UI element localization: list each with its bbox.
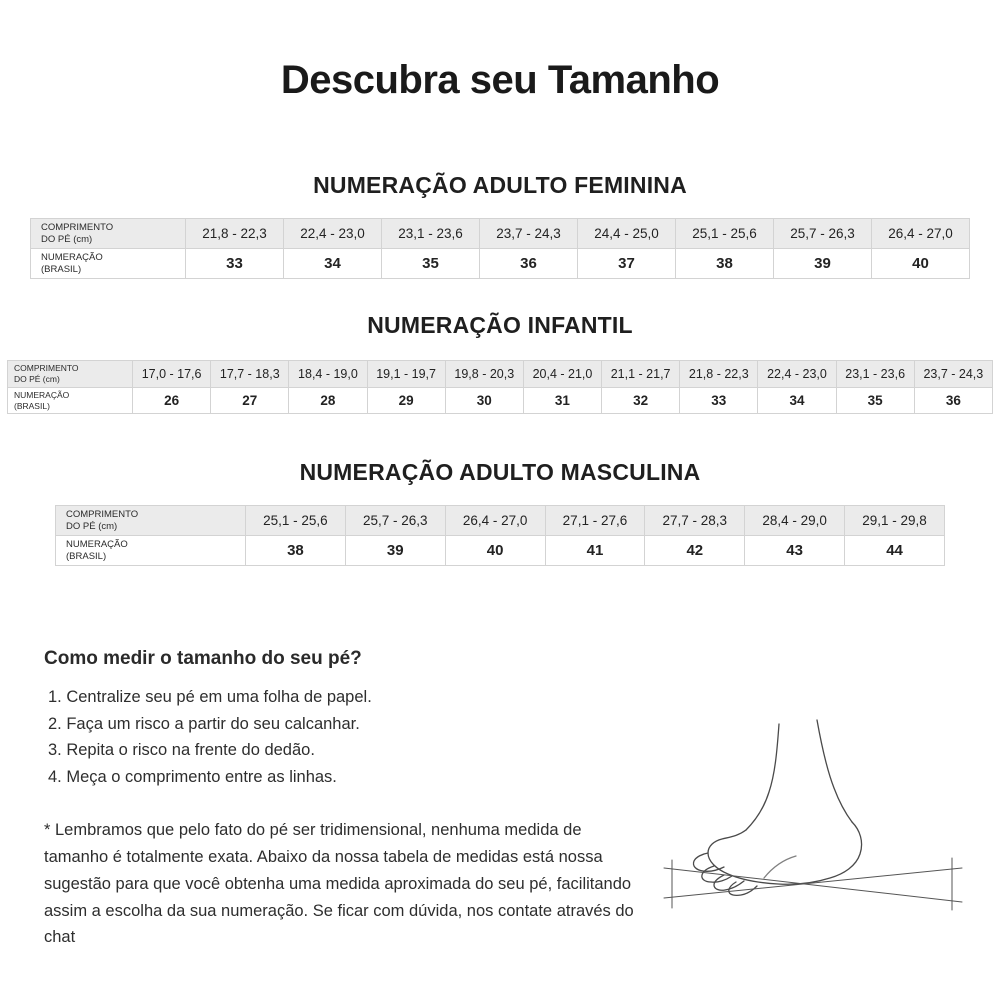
size-table-female (30, 218, 970, 279)
list-item: 4. Meça o comprimento entre as linhas. (48, 768, 337, 787)
size-table-kids-wrap (0, 360, 1000, 414)
how-to-steps (44, 684, 684, 791)
cell-size: 39 (345, 536, 445, 566)
table-row (31, 219, 970, 249)
cell-length: 22,4 - 23,0 (758, 361, 836, 388)
table-row (8, 388, 993, 414)
row-label-size-line1: NUMERAÇÃO (41, 251, 103, 263)
how-to-title: Como medir o tamanho do seu pé? (44, 648, 362, 669)
cell-length: 29,1 - 29,8 (845, 506, 945, 536)
cell-length: 28,4 - 29,0 (745, 506, 845, 536)
cell-length: 25,1 - 25,6 (676, 219, 774, 249)
cell-size: 30 (445, 388, 523, 414)
cell-size: 40 (445, 536, 545, 566)
cell-size: 41 (545, 536, 645, 566)
size-table-female-wrap (0, 218, 1000, 279)
cell-size: 31 (523, 388, 601, 414)
cell-size: 28 (289, 388, 367, 414)
cell-length: 26,4 - 27,0 (445, 506, 545, 536)
foot-measure-illustration (646, 718, 976, 928)
cell-size: 32 (602, 388, 680, 414)
cell-length: 23,7 - 24,3 (480, 219, 578, 249)
table-row (31, 249, 970, 279)
cell-length: 24,4 - 25,0 (578, 219, 676, 249)
cell-size: 38 (676, 249, 774, 279)
row-label-length-line1: COMPRIMENTO (14, 363, 79, 374)
cell-length: 27,7 - 28,3 (645, 506, 745, 536)
row-label-length-line2: DO PÉ (cm) (66, 520, 118, 532)
size-table-male-wrap (0, 505, 1000, 566)
cell-length: 25,7 - 26,3 (345, 506, 445, 536)
row-label-length-line2: DO PÉ (cm) (14, 374, 60, 384)
row-label-size (56, 536, 246, 566)
list-item: 1. Centralize seu pé em uma folha de papel. (48, 688, 372, 706)
cell-size: 35 (836, 388, 914, 414)
cell-size: 34 (758, 388, 836, 414)
row-label-length (56, 506, 246, 536)
section-heading-female: NUMERAÇÃO ADULTO FEMININA (313, 172, 687, 198)
cell-length: 17,7 - 18,3 (211, 361, 289, 388)
cell-length: 19,1 - 19,7 (367, 361, 445, 388)
row-label-length-line1: COMPRIMENTO (66, 508, 139, 520)
cell-length: 17,0 - 17,6 (133, 361, 211, 388)
row-label-size (31, 249, 186, 279)
row-label-length (8, 361, 133, 388)
section-heading-male-wrap (0, 459, 1000, 486)
cell-size: 43 (745, 536, 845, 566)
cell-length: 26,4 - 27,0 (872, 219, 970, 249)
cell-size: 44 (845, 536, 945, 566)
table-row (8, 361, 993, 388)
section-heading-kids-wrap (0, 312, 1000, 339)
cell-size: 27 (211, 388, 289, 414)
row-label-size-line2: (BRASIL) (41, 263, 82, 275)
cell-size: 35 (382, 249, 480, 279)
disclaimer-note: * Lembramos que pelo fato do pé ser tridimensional, nenhuma medida de tamanho é totalmente exata. Abaixo da nossa tabela de medidas está nossa sugestão para que você obtenha uma medida aproximada do seu pé, facilitando assim a escolha da sua numeração. Se ficar com dúvida, nos contate através do chat (44, 820, 634, 947)
section-heading-kids: NUMERAÇÃO INFANTIL (367, 312, 633, 338)
cell-length: 25,7 - 26,3 (774, 219, 872, 249)
cell-length: 25,1 - 25,6 (246, 506, 346, 536)
how-to-measure-block (44, 648, 684, 968)
table-row (56, 506, 945, 536)
cell-length: 23,1 - 23,6 (382, 219, 480, 249)
cell-length: 23,7 - 24,3 (914, 361, 992, 388)
cell-size: 37 (578, 249, 676, 279)
size-table-kids (7, 360, 993, 414)
row-label-size-line1: NUMERAÇÃO (66, 538, 128, 550)
cell-size: 26 (133, 388, 211, 414)
list-item: 3. Repita o risco na frente do dedão. (48, 741, 315, 760)
cell-length: 21,8 - 22,3 (186, 219, 284, 249)
size-table-male (55, 505, 945, 566)
cell-size: 38 (246, 536, 346, 566)
cell-size: 34 (284, 249, 382, 279)
cell-size: 29 (367, 388, 445, 414)
row-label-length-line1: COMPRIMENTO (41, 221, 114, 233)
row-label-size-line2: (BRASIL) (66, 550, 107, 562)
table-row (56, 536, 945, 566)
cell-size: 40 (872, 249, 970, 279)
row-label-size-line1: NUMERAÇÃO (14, 389, 70, 400)
cell-length: 20,4 - 21,0 (523, 361, 601, 388)
cell-length: 21,1 - 21,7 (602, 361, 680, 388)
cell-length: 18,4 - 19,0 (289, 361, 367, 388)
section-heading-male: NUMERAÇÃO ADULTO MASCULINA (299, 459, 701, 485)
cell-size: 42 (645, 536, 745, 566)
row-label-length-line2: DO PÉ (cm) (41, 233, 93, 245)
cell-size: 36 (480, 249, 578, 279)
cell-size: 33 (186, 249, 284, 279)
cell-length: 27,1 - 27,6 (545, 506, 645, 536)
row-label-size-line2: (BRASIL) (14, 400, 50, 411)
cell-length: 19,8 - 20,3 (445, 361, 523, 388)
cell-length: 23,1 - 23,6 (836, 361, 914, 388)
cell-size: 36 (914, 388, 992, 414)
cell-length: 22,4 - 23,0 (284, 219, 382, 249)
cell-size: 39 (774, 249, 872, 279)
section-heading-female-wrap (0, 172, 1000, 199)
list-item: 2. Faça um risco a partir do seu calcanhar. (48, 714, 360, 733)
cell-length: 21,8 - 22,3 (680, 361, 758, 388)
row-label-size (8, 388, 133, 414)
page-title: Descubra seu Tamanho (280, 58, 720, 102)
row-label-length (31, 219, 186, 249)
cell-size: 33 (680, 388, 758, 414)
